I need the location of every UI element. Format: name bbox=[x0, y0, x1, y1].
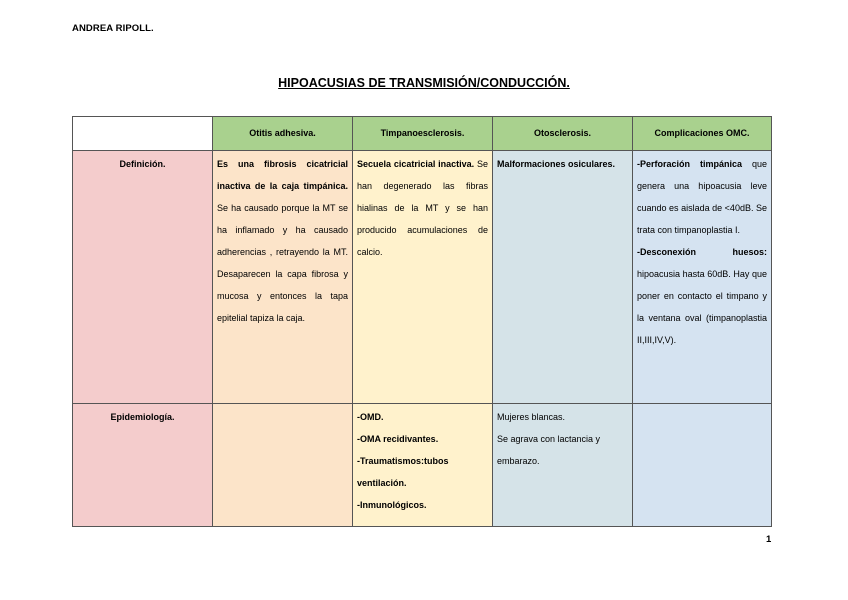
text-segment: -Desconexión huesos: bbox=[637, 247, 767, 257]
header-otitis-adhesiva: Otitis adhesiva. bbox=[213, 117, 353, 151]
definicion-otosclerosis-cell bbox=[493, 151, 633, 404]
table-header-row bbox=[73, 117, 772, 151]
page-number: 1 bbox=[766, 534, 772, 545]
header-timpanoesclerosis: Timpanoesclerosis. bbox=[353, 117, 493, 151]
header-corner-cell bbox=[73, 117, 213, 151]
table-row-epidemiologia bbox=[73, 404, 772, 527]
table-row-definicion bbox=[73, 151, 772, 404]
list-item: -Inmunológicos. bbox=[357, 500, 427, 510]
header-complicaciones-omc: Complicaciones OMC. bbox=[633, 117, 772, 151]
row-label-definicion: Definición. bbox=[73, 151, 213, 404]
text-segment: Secuela cicatricial inactiva. bbox=[357, 159, 475, 169]
header-otosclerosis: Otosclerosis. bbox=[493, 117, 633, 151]
text-segment: Se han degenerado las fibras hialinas de la MT y se han producido acumulaciones de calcio. bbox=[357, 159, 488, 257]
text-segment: Es una fibrosis cicatricial inactiva de la caja timpánica. bbox=[217, 159, 348, 191]
list-item: Mujeres blancas. bbox=[497, 412, 566, 422]
list-item: -Traumatismos:tubos ventilación. bbox=[357, 456, 449, 488]
hypoacusis-table bbox=[72, 116, 772, 527]
epidemiologia-otosclerosis-cell bbox=[493, 404, 633, 527]
text-segment: que genera una hipoacusia leve cuando es aislada de <40dB. Se trata con timpanoplastia I. bbox=[637, 159, 767, 235]
definicion-complicaciones-cell bbox=[633, 151, 772, 404]
list-item: -OMA recidivantes. bbox=[357, 434, 439, 444]
epidemiologia-complicaciones-cell bbox=[633, 404, 772, 527]
row-label-epidemiologia: Epidemiología. bbox=[73, 404, 213, 527]
definicion-timpano-cell bbox=[353, 151, 493, 404]
author-name: ANDREA RIPOLL. bbox=[72, 23, 154, 34]
document-title: HIPOACUSIAS DE TRANSMISIÓN/CONDUCCIÓN. bbox=[278, 76, 570, 90]
text-segment: Se ha causado porque la MT se ha inflamado y ha causado adherencias , retrayendo la MT. Desaparecen la capa fibrosa y mucosa y entonces la tapa epitelial tapiza la caja. bbox=[217, 203, 348, 323]
list-item: -OMD. bbox=[357, 412, 384, 422]
text-segment: -Perforación timpánica bbox=[637, 159, 742, 169]
list-item: Se agrava con lactancia y embarazo. bbox=[497, 434, 601, 466]
text-segment: Malformaciones osiculares. bbox=[497, 159, 616, 169]
definicion-otitis-cell bbox=[213, 151, 353, 404]
epidemiologia-timpano-cell bbox=[353, 404, 493, 527]
text-segment: hipoacusia hasta 60dB. Hay que poner en contacto el timpano y la ventana oval (timpanoplastia II,III,IV,V). bbox=[637, 269, 767, 345]
epidemiologia-otitis-cell bbox=[213, 404, 353, 527]
